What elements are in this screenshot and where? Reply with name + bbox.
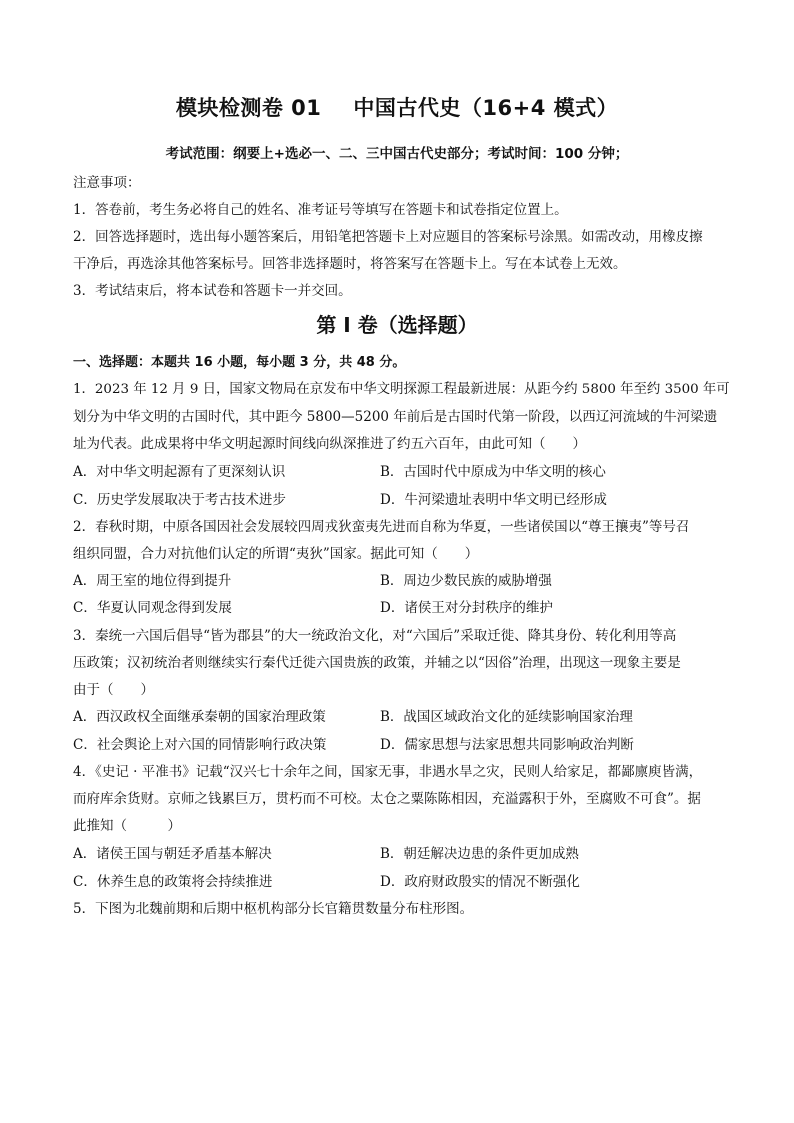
question-5-line: 5．下图为北魏前期和后期中枢机构部分长官籍贯数量分布柱形图。 — [73, 901, 474, 917]
question-4-option-b: B．朝廷解决边患的条件更加成熟 — [380, 846, 579, 862]
question-1-line: 1．2023 年 12 月 9 日，国家文物局在京发布中华文明探源工程最新进展：从距今约 5800 年至约 3500 年可 — [73, 382, 730, 397]
section-title: 第 I 卷（选择题） — [316, 313, 478, 337]
page-title — [0, 92, 794, 122]
question-1-line: 划分为中华文明的古国时代，其中距今 5800—5200 年前后是古国时代第一阶段，以西辽河流域的牛河梁遗 — [73, 409, 718, 425]
question-4-line: 而府库余货财。京师之钱累巨万，贯朽而不可校。太仓之粟陈陈相因，充溢露积于外，至腐败不可食”。据 — [73, 791, 701, 807]
question-3-option-c: C．社会舆论上对六国的同情影响行政决策 — [73, 737, 327, 753]
question-3-line: 压政策；汉初统治者则继续实行秦代迁徙六国贵族的政策，并辅之以“因俗”治理，出现这一现象主要是 — [73, 655, 681, 671]
question-1-option-d: D．牛河梁遗址表明中华文明已经形成 — [380, 492, 607, 508]
question-2-option-c: C．华夏认同观念得到发展 — [73, 600, 232, 616]
question-3-option-a: A．西汉政权全面继承秦朝的国家治理政策 — [73, 709, 326, 725]
part-heading: 一、选择题：本题共 16 小题，每小题 3 分，共 48 分。 — [73, 355, 406, 370]
notice-item: 2．回答选择题时，选出每小题答案后，用铅笔把答题卡上对应题目的答案标号涂黑。如需改动，用橡皮擦 — [73, 229, 703, 245]
question-3-option-d: D．儒家思想与法家思想共同影响政治判断 — [380, 737, 634, 753]
notice-item: 3．考试结束后，将本试卷和答题卡一并交回。 — [73, 283, 352, 299]
question-1-option-b: B．古国时代中原成为中华文明的核心 — [380, 464, 606, 480]
question-1-option-a: A．对中华文明起源有了更深刻认识 — [73, 464, 286, 480]
notice-item: 1．答卷前，考生务必将自己的姓名、准考证号等填写在答题卡和试卷指定位置上。 — [73, 202, 568, 218]
title-right: 中国古代史（16+4 模式） — [353, 96, 619, 120]
question-4-line: 此推知（ ） — [73, 818, 181, 834]
notice-item: 干净后，再选涂其他答案标号。回答非选择题时，将答案写在答题卡上。写在本试卷上无效。 — [73, 256, 627, 272]
question-4-option-a: A．诸侯王国与朝廷矛盾基本解决 — [73, 846, 272, 862]
question-4-line: 4．《史记 · 平准书》记载“汉兴七十余年之间，国家无事，非遇水旱之灾，民则人给家足，都鄙廪庾皆满， — [73, 764, 703, 780]
question-3-line: 3．秦统一六国后倡导“皆为郡县”的大一统政治文化，对“六国后”采取迁徙、降其身份、转化利用等高 — [73, 628, 677, 644]
title-left: 模块检测卷 01 — [175, 96, 322, 120]
question-2-option-a: A．周王室的地位得到提升 — [73, 573, 232, 589]
notice-heading: 注意事项： — [73, 175, 141, 191]
question-4-option-c: C．休养生息的政策将会持续推进 — [73, 874, 273, 890]
question-2-line: 2．春秋时期，中原各国因社会发展较四周戎狄蛮夷先进而自称为华夏，一些诸侯国以“尊王攘夷”等号召 — [73, 519, 690, 535]
question-1-line: 址为代表。此成果将中华文明起源时间线向纵深推进了约五六百年，由此可知（ ） — [73, 436, 586, 452]
question-2-line: 组织同盟，合力对抗他们认定的所谓“夷狄”国家。据此可知（ ） — [73, 546, 479, 562]
question-3-line: 由于（ ） — [73, 682, 154, 698]
question-3-option-b: B．战国区域政治文化的延续影响国家治理 — [380, 709, 633, 725]
question-1-option-c: C．历史学发展取决于考古技术进步 — [73, 492, 286, 508]
exam-scope: 考试范围：纲要上+选必一、二、三中国古代史部分；考试时间：100 分钟； — [165, 146, 629, 162]
question-4-option-d: D．政府财政殷实的情况不断强化 — [380, 874, 580, 890]
question-2-option-d: D．诸侯王对分封秩序的维护 — [380, 600, 553, 616]
question-2-option-b: B．周边少数民族的威胁增强 — [380, 573, 552, 589]
